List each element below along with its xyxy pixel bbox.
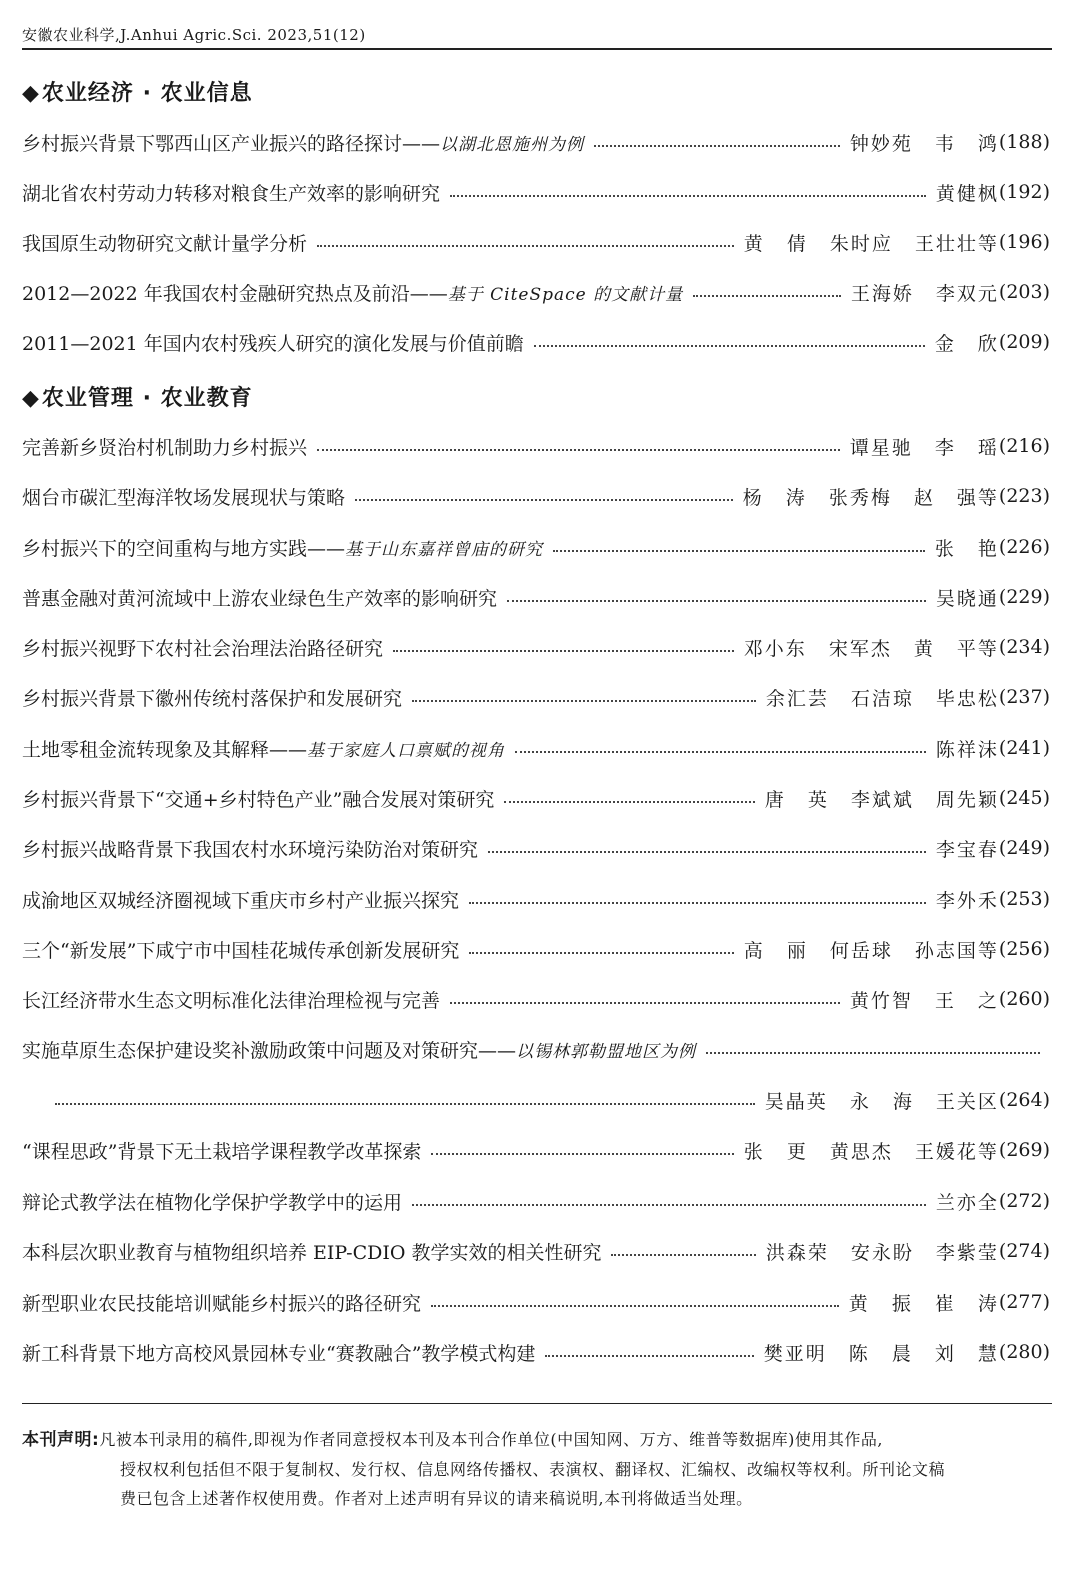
article-title: 本科层次职业教育与植物组织培养 EIP-CDIO 教学实效的相关性研究	[22, 1241, 602, 1264]
page-number: (269)	[998, 1139, 1050, 1161]
page-number: (272)	[998, 1190, 1050, 1212]
article-title: 新型职业农民技能培训赋能乡村振兴的路径研究	[22, 1292, 422, 1315]
article-authors: 黄 振 崔 涛	[848, 1292, 999, 1315]
notice-line: 费已包含上述著作权使用费。作者对上述声明有异议的请来稿说明,本刊将做适当处理。	[120, 1489, 753, 1508]
page-number: (249)	[998, 837, 1050, 859]
page-number: (229)	[998, 586, 1050, 608]
article-subtitle: 以锡林郭勒盟地区为例	[516, 1041, 697, 1062]
toc-entry[interactable]	[22, 1235, 1050, 1267]
dot-leader	[545, 1355, 753, 1357]
toc-entry[interactable]	[22, 581, 1050, 613]
article-authors: 张 艳	[934, 537, 999, 560]
article-authors: 黄健枫	[935, 182, 999, 205]
page-number: (192)	[998, 181, 1050, 203]
article-title: 长江经济带水生态文明标准化法律治理检视与完善	[22, 989, 441, 1012]
article-title: 成渝地区双城经济圈视域下重庆市乡村产业振兴探究	[22, 889, 460, 912]
dot-leader	[317, 245, 734, 247]
toc-entry[interactable]	[22, 681, 1050, 713]
article-authors: 吴晓通	[935, 587, 999, 610]
article-authors: 王海娇 李双元	[850, 282, 999, 305]
running-header	[22, 18, 1052, 50]
article-authors: 兰亦全	[935, 1191, 999, 1214]
dot-leader	[534, 345, 925, 347]
toc-entry[interactable]	[22, 832, 1050, 864]
article-title: 完善新乡贤治村机制助力乡村振兴	[22, 436, 308, 459]
article-title: 乡村振兴下的空间重构与地方实践——	[22, 537, 346, 560]
article-authors: 李宝春	[935, 838, 999, 861]
page-number: (253)	[998, 888, 1050, 910]
dot-leader	[706, 1052, 1040, 1054]
article-title: 乡村振兴战略背景下我国农村水环境污染防治对策研究	[22, 838, 479, 861]
toc-entry[interactable]	[22, 176, 1050, 208]
notice-label: 本刊声明:	[22, 1430, 100, 1450]
dot-leader	[469, 902, 926, 904]
page-number: (203)	[998, 281, 1050, 303]
toc-entry[interactable]	[22, 326, 1050, 358]
notice-line	[22, 1425, 1052, 1455]
page-number: (216)	[998, 435, 1050, 457]
diamond-bullet-icon: ◆	[22, 386, 40, 411]
toc-entry[interactable]	[22, 430, 1050, 462]
article-title: 2011—2021 年国内农村残疾人研究的演化发展与价值前瞻	[22, 332, 524, 355]
dot-leader	[412, 700, 756, 702]
toc-entry[interactable]	[22, 933, 1050, 965]
article-authors: 黄竹智 王 之	[849, 989, 999, 1012]
toc-entry[interactable]	[22, 126, 1050, 158]
page-number: (280)	[998, 1341, 1050, 1363]
article-authors: 张 更 黄思杰 王媛花等	[743, 1140, 999, 1163]
section-heading-text: 农业经济 · 农业信息	[41, 81, 253, 106]
notice-text: 凡被本刊录用的稿件,即视为作者同意授权本刊及本刊合作单位(中国知网、万方、维普等数据库)使用其作品,	[99, 1430, 883, 1449]
section-heading-text: 农业管理 · 农业教育	[41, 386, 253, 411]
page-number: (260)	[998, 988, 1050, 1010]
article-authors: 余汇芸 石洁琼 毕忠松	[765, 687, 999, 710]
toc-entry[interactable]	[22, 1033, 1050, 1065]
dot-leader	[693, 295, 841, 297]
article-title: 三个“新发展”下咸宁市中国桂花城传承创新发展研究	[22, 939, 460, 962]
article-title: 实施草原生态保护建设奖补激励政策中问题及对策研究——	[22, 1039, 517, 1062]
dot-leader	[412, 1204, 926, 1206]
article-title: 乡村振兴背景下徽州传统村落保护和发展研究	[22, 687, 403, 710]
toc-entry-continuation[interactable]	[55, 1084, 1050, 1116]
toc-entry[interactable]	[22, 1336, 1050, 1368]
page-number: (237)	[998, 686, 1050, 708]
article-title: 我国原生动物研究文献计量学分析	[22, 232, 308, 255]
article-title: 新工科背景下地方高校风景园林专业“赛教融合”教学模式构建	[22, 1342, 536, 1365]
dot-leader	[515, 751, 926, 753]
dot-leader	[55, 1103, 755, 1105]
toc-entry[interactable]	[22, 983, 1050, 1015]
page-number: (188)	[998, 131, 1050, 153]
article-title: 乡村振兴背景下鄂西山区产业振兴的路径探讨——	[22, 132, 441, 155]
dot-leader	[450, 1002, 840, 1004]
article-authors: 唐 英 李斌斌 周先颖	[764, 788, 999, 811]
section-heading-economy	[22, 76, 253, 107]
dot-leader	[594, 145, 840, 147]
article-subtitle: 基于 CiteSpace 的文献计量	[447, 284, 684, 305]
page-number: (226)	[998, 536, 1050, 558]
article-title: 辩论式教学法在植物化学保护学教学中的运用	[22, 1191, 403, 1214]
toc-entry[interactable]	[22, 782, 1050, 814]
toc-entry[interactable]	[22, 1185, 1050, 1217]
article-subtitle: 以湖北恩施州为例	[440, 134, 585, 155]
article-subtitle: 基于山东嘉祥曾庙的研究	[345, 539, 544, 560]
toc-entry[interactable]	[22, 883, 1050, 915]
page-number: (245)	[998, 787, 1050, 809]
notice-line: 授权权利包括但不限于复制权、发行权、信息网络传播权、表演权、翻译权、汇编权、改编权等权利。所刊论文稿	[120, 1460, 946, 1479]
toc-entry[interactable]	[22, 631, 1050, 663]
article-title: 普惠金融对黄河流域中上游农业绿色生产效率的影响研究	[22, 587, 498, 610]
article-authors: 陈祥沫	[935, 738, 999, 761]
article-title: “课程思政”背景下无土栽培学课程教学改革探索	[22, 1140, 422, 1163]
dot-leader	[553, 550, 925, 552]
dot-leader	[317, 449, 840, 451]
article-authors: 邓小东 宋军杰 黄 平等	[743, 637, 999, 660]
dot-leader	[355, 499, 733, 501]
article-authors: 高 丽 何岳球 孙志国等	[743, 939, 999, 962]
article-authors: 洪森荣 安永盼 李紫莹	[765, 1241, 999, 1264]
toc-entry[interactable]	[22, 732, 1050, 764]
article-authors: 钟妙苑 韦 鸿	[849, 132, 999, 155]
toc-entry[interactable]	[22, 276, 1050, 308]
journal-notice	[22, 1425, 1052, 1513]
article-title: 乡村振兴背景下“交通+乡村特色产业”融合发展对策研究	[22, 788, 495, 811]
page-number: (277)	[998, 1291, 1050, 1313]
page-number: (234)	[998, 636, 1050, 658]
dot-leader	[393, 650, 734, 652]
article-authors: 谭星驰 李 瑶	[849, 436, 999, 459]
dot-leader	[431, 1305, 839, 1307]
footer-divider	[22, 1403, 1052, 1404]
dot-leader	[488, 851, 926, 853]
toc-entry[interactable]	[22, 1134, 1050, 1166]
page-number: (274)	[998, 1240, 1050, 1262]
article-title: 土地零租金流转现象及其解释——	[22, 738, 308, 761]
dot-leader	[507, 600, 926, 602]
page-number: (196)	[998, 231, 1050, 253]
article-authors: 樊亚明 陈 晨 刘 慧	[763, 1342, 999, 1365]
dot-leader	[469, 952, 733, 954]
page-number: (241)	[998, 737, 1050, 759]
article-subtitle: 基于家庭人口禀赋的视角	[307, 740, 506, 761]
dot-leader	[611, 1254, 755, 1256]
article-authors: 金 欣	[934, 332, 999, 355]
article-authors: 黄 倩 朱时应 王壮壮等	[743, 232, 999, 255]
page-number: (209)	[998, 331, 1050, 353]
article-title: 乡村振兴视野下农村社会治理法治路径研究	[22, 637, 384, 660]
dot-leader	[431, 1153, 733, 1155]
article-authors: 吴晶英 永 海 王关区	[764, 1090, 999, 1113]
article-title: 2012—2022 年我国农村金融研究热点及前沿——	[22, 282, 448, 305]
diamond-bullet-icon: ◆	[22, 81, 40, 106]
article-authors: 杨 涛 张秀梅 赵 强等	[742, 486, 999, 509]
page-number: (223)	[998, 485, 1050, 507]
toc-entry[interactable]	[22, 480, 1050, 512]
toc-entry[interactable]	[22, 1286, 1050, 1318]
page-number: (256)	[998, 938, 1050, 960]
section-heading-management	[22, 381, 253, 412]
toc-entry[interactable]	[22, 531, 1050, 563]
toc-entry[interactable]	[22, 226, 1050, 258]
article-authors: 李外禾	[935, 889, 999, 912]
dot-leader	[450, 195, 926, 197]
article-title: 烟台市碳汇型海洋牧场发展现状与策略	[22, 486, 346, 509]
page-number: (264)	[998, 1089, 1050, 1111]
article-title: 湖北省农村劳动力转移对粮食生产效率的影响研究	[22, 182, 441, 205]
journal-citation: 安徽农业科学,J.Anhui Agric.Sci. 2023,51(12)	[22, 26, 366, 44]
dot-leader	[504, 801, 754, 803]
